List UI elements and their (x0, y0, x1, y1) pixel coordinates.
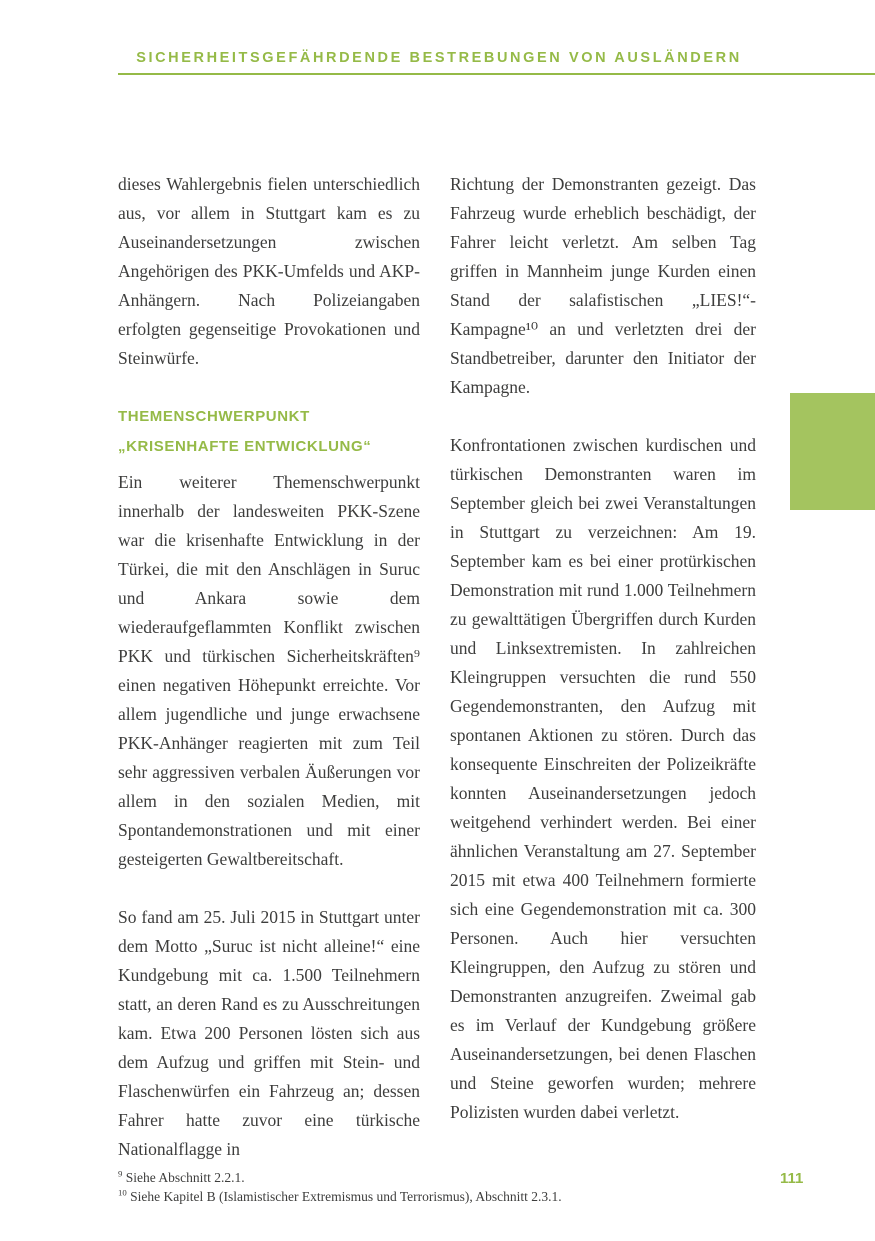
footnote-9-marker: 9 (118, 1168, 123, 1179)
paragraph-konfrontationen: Konfrontationen zwischen kurdischen und türkischen Demonstranten waren im September gleich bei zwei Veranstaltungen in Stuttgart zu verzeichnen: Am 19. September kam es bei einer protürkischen Demonstration mit rund 1.000 Teilnehmern zu gewalttätigen Übergriffen durch Kurden und Linksextremisten. In zahlreichen Kleingruppen versuchten die rund 550 Gegendemonstranten, den Aufzug mit spontanen Aktionen zu stören. Durch das konsequente Einschreiten der Polizeikräfte konnten Auseinandersetzungen jedoch weitgehend verhindert werden. Bei einer ähnlichen Veranstaltung am 27. September 2015 mit etwa 400 Teilnehmern formierte sich eine Gegendemonstration mit ca. 300 Personen. Auch hier versuchten Kleingruppen, den Aufzug zu stören und Demonstranten anzugreifen. Zweimal gab es im Verlauf der Kundgebung größere Auseinandersetzungen, bei denen Flaschen und Steine geworfen wurden; mehrere Polizisten wurden dabei verletzt. (450, 435, 756, 1122)
paragraph-kundgebung: So fand am 25. Juli 2015 in Stuttgart unter dem Motto „Suruc ist nicht alleine!“ eine Kundgebung mit ca. 1.500 Teilnehmern statt, an deren Rand es zu Ausschreitungen kam. Etwa 200 Personen lösten sich aus dem Aufzug und griffen mit Stein- und Flaschenwürfen ein Fahrzeug an; dessen Fahrer hatte zuvor eine türkische Nationalflagge in (118, 907, 420, 1159)
running-header-title: SICHERHEITSGEFÄHRDENDE BESTREBUNGEN VON AUSLÄNDERN (136, 50, 742, 66)
footnote-10-text: Siehe Kapitel B (Islamistischer Extremismus und Terrorismus), Abschnitt 2.3.1. (130, 1189, 562, 1204)
header-rule (118, 73, 875, 75)
footnotes-block (118, 1168, 718, 1206)
right-text-column (450, 170, 756, 1127)
section-heading (118, 402, 420, 462)
paragraph-fahrzeug: Richtung der Demonstranten gezeigt. Das Fahrzeug wurde erheblich beschädigt, der Fahrer leicht verletzt. Am selben Tag griffen in Mannheim junge Kurden einen Stand der salafistischen „LIES!“-Kampagne¹⁰ an und verletzten drei der Standbetreiber, darunter den Initiator der Kampagne. (450, 174, 756, 397)
page-number: 111 (780, 1170, 804, 1187)
footnote-9-text: Siehe Abschnitt 2.2.1. (125, 1170, 245, 1185)
section-heading-line1: THEMENSCHWERPUNKT (118, 408, 310, 425)
left-text-column (118, 170, 420, 1164)
footnote-10-marker: 10 (118, 1187, 127, 1198)
chapter-edge-tab (790, 393, 875, 510)
page-header (118, 50, 875, 75)
footnote-10 (118, 1187, 718, 1206)
paragraph-themenschwerpunkt: Ein weiterer Themenschwerpunkt innerhalb der landesweiten PKK-Szene war die krisenhafte Entwicklung in der Türkei, die mit den Anschlägen in Suruc und Ankara sowie dem wiederaufgeflammten Konflikt zwischen PKK und türkischen Sicherheitskräften⁹ einen negativen Höhepunkt erreichte. Vor allem jugendliche und junge erwachsene PKK-Anhänger reagierten mit zum Teil sehr aggressiven verbalen Äußerungen vor allem in den sozialen Medien, mit Spontandemonstrationen und mit einer gesteigerten Gewaltbereitschaft. (118, 472, 420, 869)
section-heading-line2: „KRISENHAFTE ENTWICKLUNG“ (118, 438, 372, 455)
paragraph-wahlergebnis: dieses Wahlergebnis fielen unterschiedlich aus, vor allem in Stuttgart kam es zu Auseinandersetzungen zwischen Angehörigen des PKK-Umfelds und AKP-Anhängern. Nach Polizeiangaben erfolgten gegenseitige Provokationen und Steinwürfe. (118, 174, 420, 368)
footnote-9 (118, 1168, 718, 1187)
